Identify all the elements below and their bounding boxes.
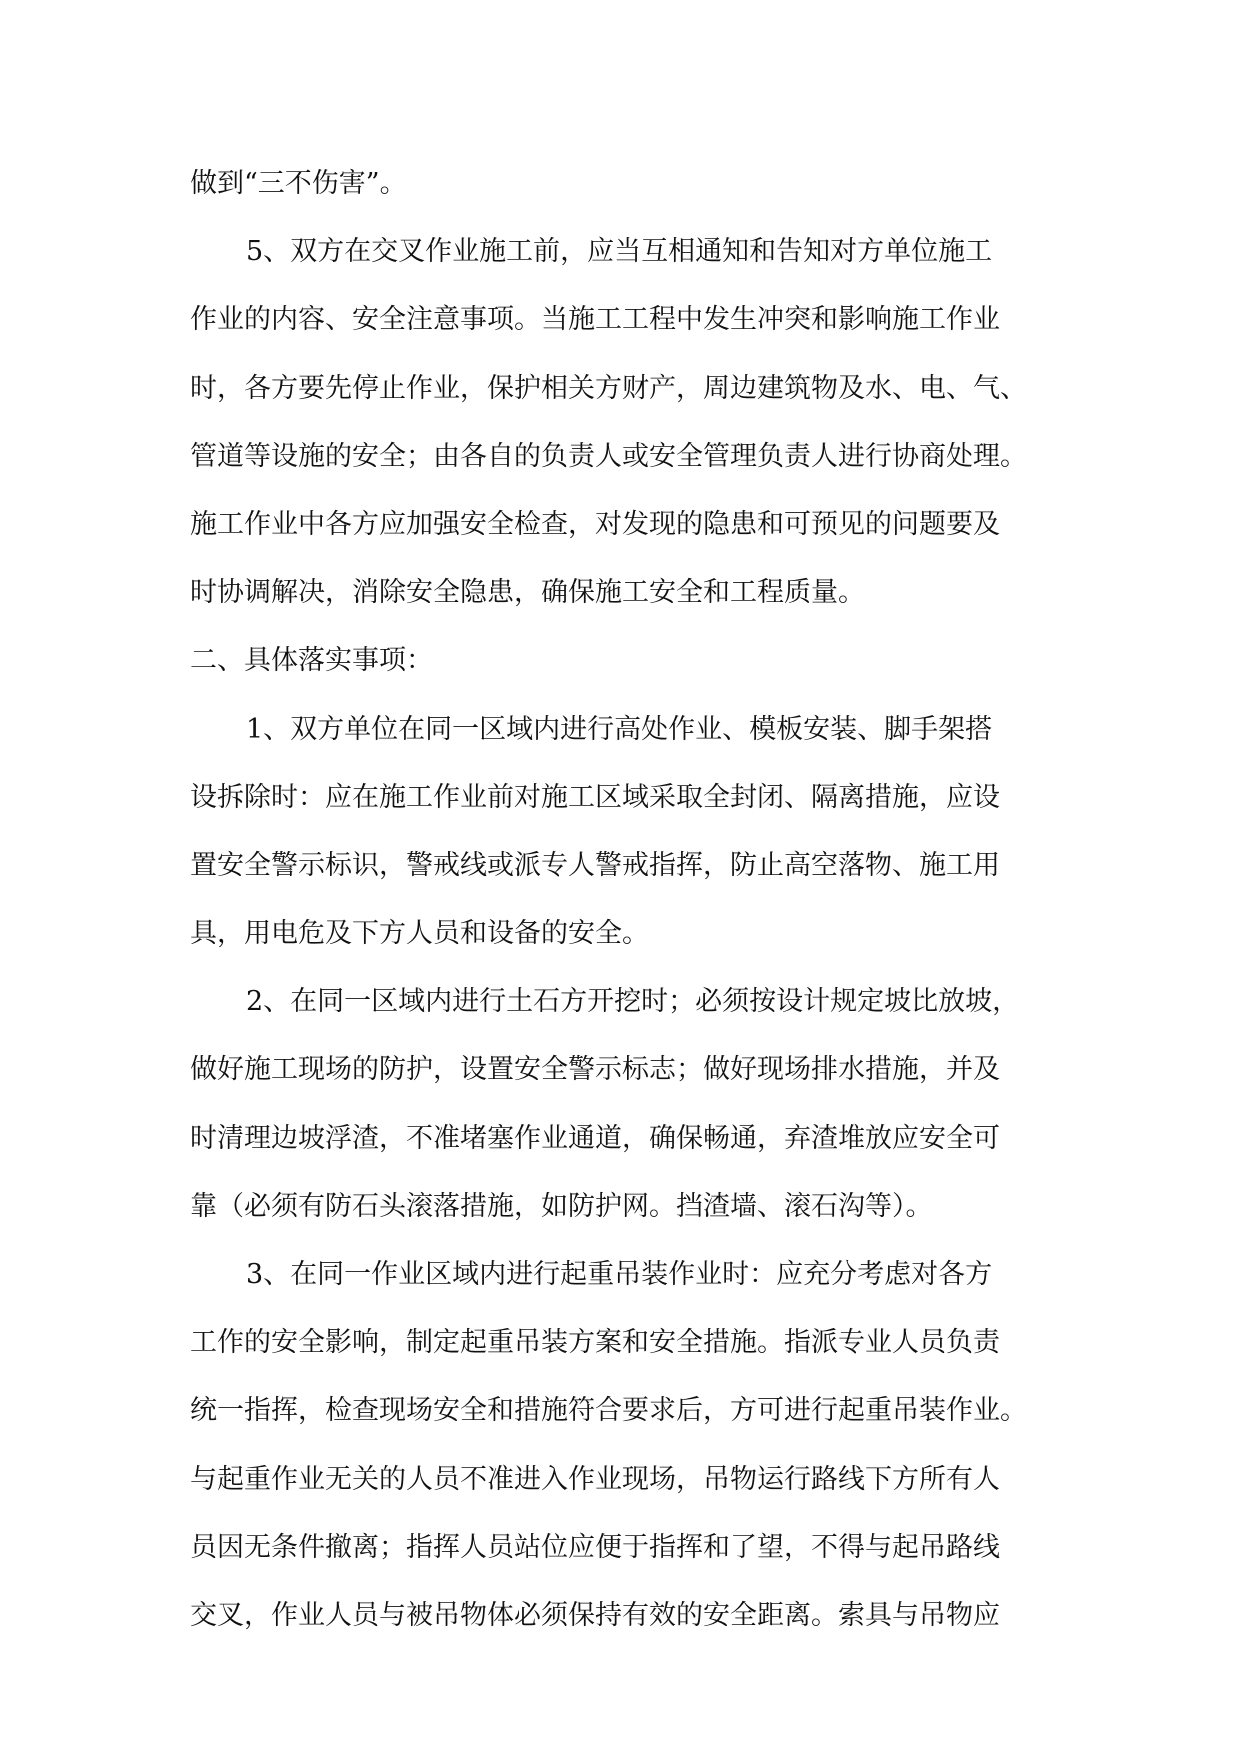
document-body	[190, 150, 1058, 1650]
text-line: 统一指挥，检查现场安全和措施符合要求后，方可进行起重吊装作业。	[190, 1395, 1027, 1427]
text-line: 3、在同一作业区域内进行起重吊装作业时：应充分考虑对各方	[246, 1259, 993, 1290]
text-line: 5、双方在交叉作业施工前，应当互相通知和告知对方单位施工	[246, 236, 993, 268]
text-line: 员因无条件撤离；指挥人员站位应便于指挥和了望，不得与起吊路线	[190, 1531, 1000, 1563]
text-line: 管道等设施的安全；由各自的负责人或安全管理负责人进行协商处理。	[190, 440, 1027, 472]
text-line: 工作的安全影响，制定起重吊装方案和安全措施。指派专业人员负责	[190, 1327, 1000, 1359]
text-line: 作业的内容、安全注意事项。当施工工程中发生冲突和影响施工作业	[190, 304, 1000, 336]
text-line: 时，各方要先停止作业，保护相关方财产，周边建筑物及水、电、气、	[190, 372, 1027, 404]
text-line: 置安全警示标识，警戒线或派专人警戒指挥，防止高空落物、施工用	[190, 849, 1000, 881]
text-line: 靠（必须有防石头滚落措施，如防护网。挡渣墙、滚石沟等）。	[190, 1190, 933, 1222]
text-line: 时清理边坡浮渣，不准堵塞作业通道，确保畅通，弃渣堆放应安全可	[190, 1122, 1000, 1154]
section-heading: 二、具体落实事项：	[190, 645, 433, 677]
text-line: 与起重作业无关的人员不准进入作业现场，吊物运行路线下方所有人	[190, 1463, 1000, 1495]
text-line: 1、双方单位在同一区域内进行高处作业、模板安装、脚手架搭	[246, 713, 993, 745]
text-line: 设拆除时：应在施工作业前对施工区域采取全封闭、隔离措施，应设	[190, 781, 1000, 813]
text-line: 时协调解决，消除安全隐患，确保施工安全和工程质量。	[190, 577, 865, 609]
text-line: 交叉，作业人员与被吊物体必须保持有效的安全距离。索具与吊物应	[190, 1599, 1000, 1631]
text-line: 做好施工现场的防护，设置安全警示标志；做好现场排水措施，并及	[190, 1054, 1000, 1086]
text-line: 施工作业中各方应加强安全检查，对发现的隐患和可预见的问题要及	[190, 508, 1000, 540]
text-line: 具，用电危及下方人员和设备的安全。	[190, 918, 649, 950]
text-line: 做到“三不伤害”。	[190, 168, 407, 199]
text-line: 2、在同一区域内进行土石方开挖时；必须按设计规定坡比放坡，	[246, 986, 1020, 1018]
